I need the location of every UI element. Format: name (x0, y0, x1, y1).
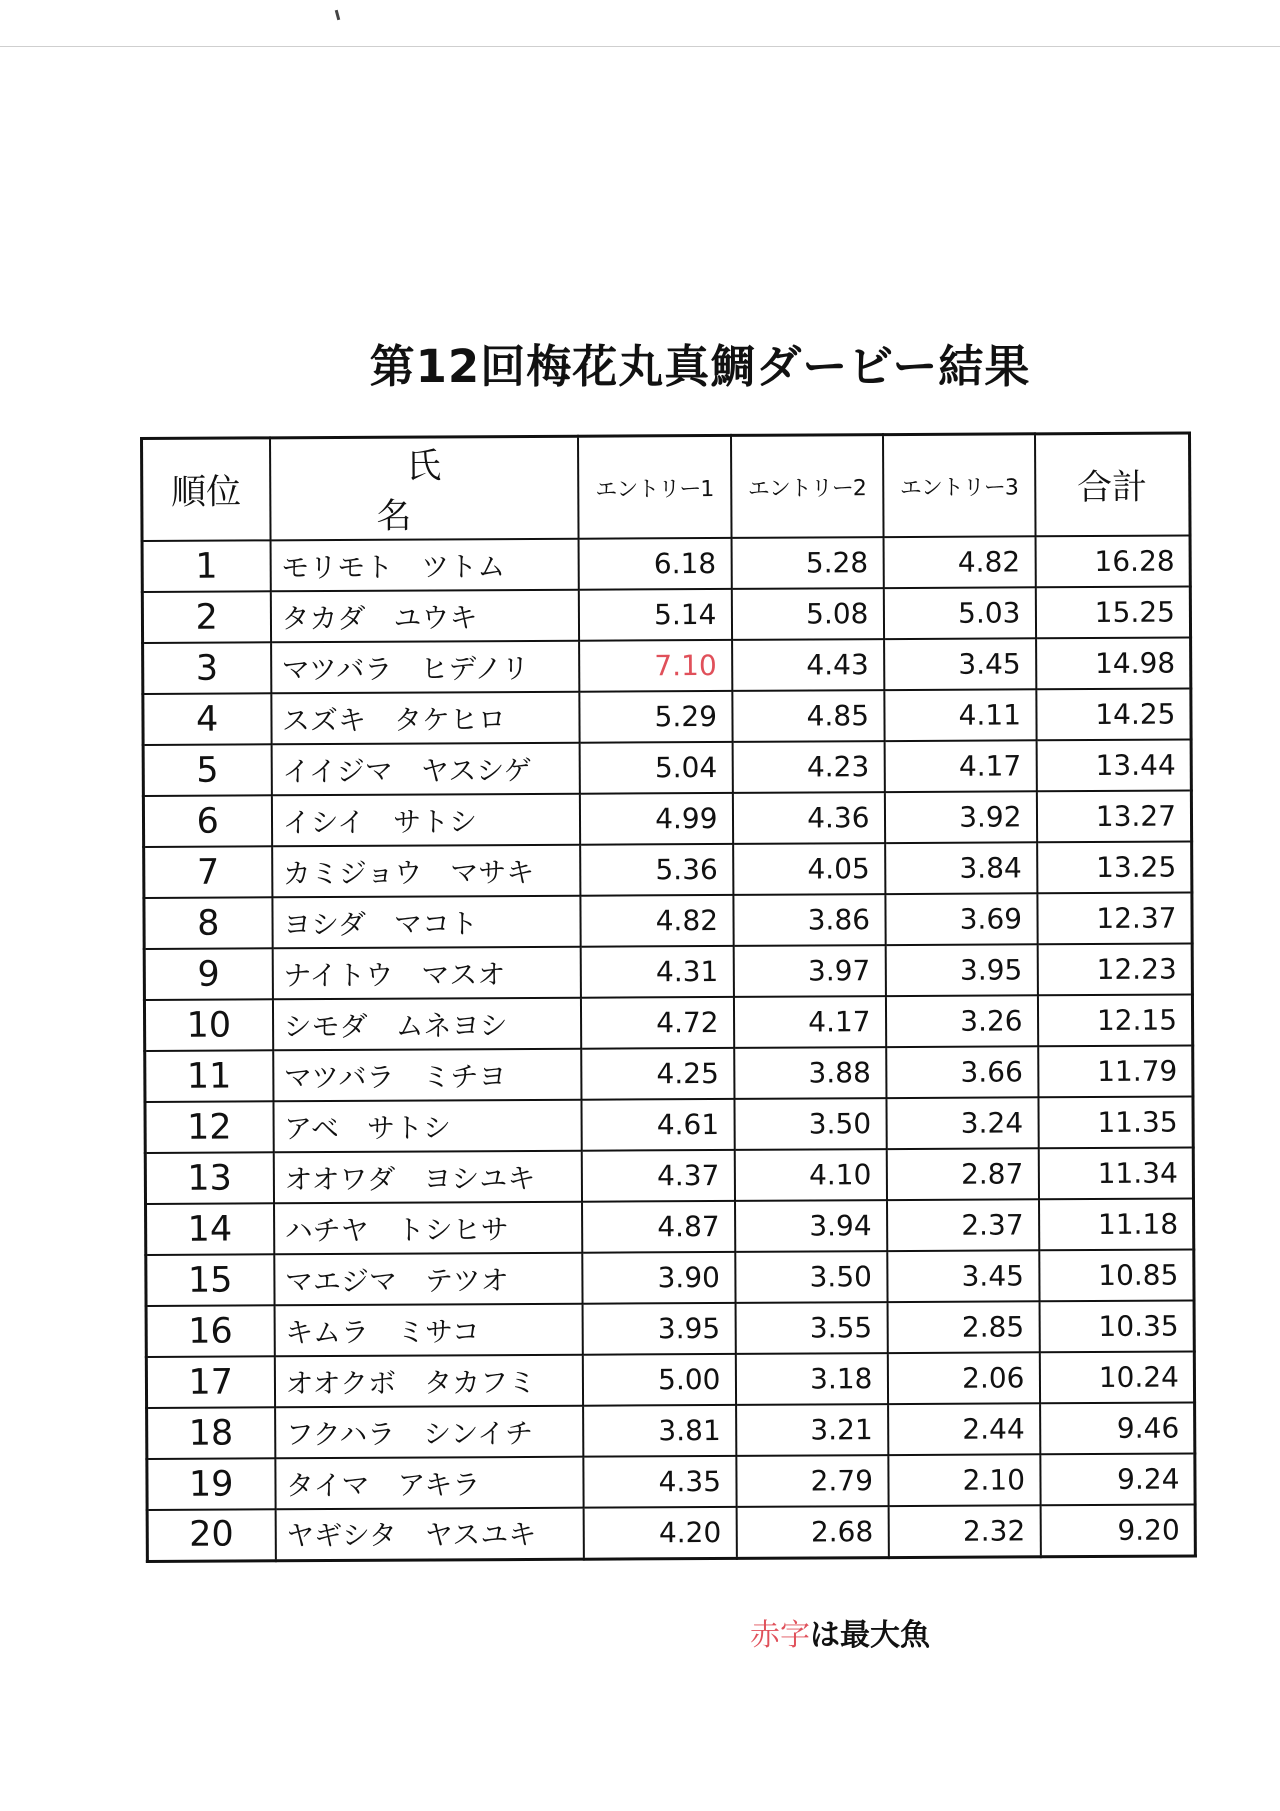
cell-total: 10.24 (1039, 1351, 1194, 1403)
cell-entry2: 2.68 (736, 1506, 888, 1558)
cell-name: イシイ サトシ (271, 794, 579, 847)
cell-rank: 20 (147, 1509, 275, 1561)
legend-note-red-text: 赤字 (750, 1618, 810, 1653)
cell-entry2: 4.43 (732, 639, 884, 691)
cell-entry1: 4.82 (580, 895, 733, 947)
cell-total: 13.44 (1036, 740, 1191, 792)
cell-entry2: 3.94 (735, 1200, 887, 1252)
cell-name: ナイトウ マスオ (272, 947, 580, 1000)
cell-entry2: 5.08 (731, 588, 883, 640)
cell-entry3: 3.66 (886, 1046, 1038, 1098)
cell-entry1: 3.95 (582, 1303, 735, 1355)
cell-entry2: 4.10 (734, 1149, 886, 1201)
cell-total: 11.35 (1038, 1096, 1193, 1148)
table-header-row (142, 433, 1191, 541)
cell-name: キムラ ミサコ (274, 1304, 582, 1357)
table-row (145, 1096, 1193, 1152)
legend-note (750, 1610, 930, 1654)
cell-name: オオワダ ヨシユキ (273, 1151, 581, 1204)
cell-entry2: 5.28 (731, 537, 883, 589)
cell-name: ヨシダ マコト (272, 896, 580, 949)
cell-entry2: 3.50 (734, 1098, 886, 1150)
table-row (146, 1351, 1194, 1407)
table-row (146, 1249, 1194, 1305)
cell-total: 15.25 (1035, 587, 1190, 639)
cell-entry1: 3.81 (583, 1405, 736, 1457)
results-table-container (140, 432, 1194, 1593)
cell-rank: 1 (142, 540, 270, 592)
cell-rank: 12 (145, 1101, 273, 1153)
legend-note-text: は最大魚 (810, 1618, 930, 1653)
table-row (144, 943, 1192, 999)
header-total: 合計 (1034, 433, 1190, 536)
cell-entry2: 3.18 (735, 1353, 887, 1405)
cell-entry3: 2.32 (888, 1505, 1040, 1557)
results-table (140, 431, 1197, 1562)
cell-name: ハチヤ トシヒサ (274, 1202, 582, 1255)
cell-entry1: 5.00 (582, 1354, 735, 1406)
cell-entry3: 2.87 (886, 1148, 1038, 1200)
table-row (147, 1504, 1195, 1560)
header-entry2: エントリー2 (730, 435, 883, 538)
cell-total: 14.25 (1036, 689, 1191, 741)
cell-entry2: 4.23 (732, 741, 884, 793)
cell-rank: 17 (146, 1356, 274, 1408)
table-row (144, 841, 1192, 897)
cell-rank: 19 (147, 1458, 275, 1510)
cell-total: 12.23 (1037, 943, 1192, 995)
cell-entry3: 2.06 (887, 1352, 1039, 1404)
cell-entry1: 4.87 (582, 1201, 735, 1253)
table-body (142, 536, 1195, 1561)
scan-speck (335, 10, 340, 20)
table-row (144, 994, 1192, 1050)
cell-entry3: 2.85 (887, 1301, 1039, 1353)
cell-entry3: 4.11 (884, 689, 1036, 741)
cell-name: マツバラ ヒデノリ (271, 641, 579, 694)
cell-entry3: 2.37 (887, 1199, 1039, 1251)
cell-name: フクハラ シンイチ (275, 1406, 583, 1459)
cell-rank: 5 (143, 744, 271, 796)
cell-entry3: 3.84 (885, 842, 1037, 894)
cell-entry1: 7.10 (579, 640, 732, 692)
cell-entry1: 4.99 (579, 793, 732, 845)
cell-name: ヤギシタ ヤスユキ (275, 1508, 583, 1561)
cell-entry1: 4.61 (581, 1099, 734, 1151)
cell-rank: 15 (146, 1254, 274, 1306)
cell-entry2: 3.86 (733, 894, 885, 946)
table-row (143, 740, 1191, 796)
cell-name: タイマ アキラ (275, 1457, 583, 1510)
cell-entry3: 3.92 (884, 791, 1036, 843)
cell-entry1: 4.37 (581, 1150, 734, 1202)
header-entry3: エントリー3 (882, 434, 1035, 537)
table-row (143, 790, 1191, 846)
cell-entry3: 3.24 (886, 1097, 1038, 1149)
cell-name: オオクボ タカフミ (274, 1355, 582, 1408)
cell-total: 13.25 (1037, 841, 1192, 893)
cell-entry2: 3.97 (733, 945, 885, 997)
cell-entry3: 3.45 (884, 638, 1036, 690)
cell-entry1: 5.14 (578, 589, 731, 641)
cell-entry1: 4.31 (580, 946, 733, 998)
cell-total: 9.24 (1040, 1453, 1195, 1505)
cell-entry2: 4.05 (733, 843, 885, 895)
cell-name: マエジマ テツオ (274, 1253, 582, 1306)
cell-name: シモダ ムネヨシ (272, 998, 580, 1051)
table-row (147, 1402, 1195, 1458)
cell-name: タカダ ユウキ (270, 590, 578, 643)
cell-entry1: 5.29 (579, 691, 732, 743)
table-row (143, 638, 1191, 694)
cell-entry3: 4.82 (883, 536, 1035, 588)
table-row (146, 1300, 1194, 1356)
cell-rank: 3 (143, 642, 271, 694)
cell-rank: 9 (144, 948, 272, 1000)
cell-entry3: 2.10 (888, 1454, 1040, 1506)
cell-rank: 18 (147, 1407, 275, 1459)
cell-entry1: 3.90 (582, 1252, 735, 1304)
cell-entry2: 3.21 (736, 1404, 888, 1456)
cell-rank: 4 (143, 693, 271, 745)
cell-entry3: 2.44 (888, 1403, 1040, 1455)
cell-total: 16.28 (1035, 536, 1190, 588)
header-name: 氏 名 (270, 436, 579, 540)
table-row (142, 587, 1190, 643)
table-row (146, 1198, 1194, 1254)
cell-total: 11.79 (1038, 1045, 1193, 1097)
cell-entry2: 4.17 (733, 996, 885, 1048)
table-row (144, 892, 1192, 948)
cell-total: 14.98 (1036, 638, 1191, 690)
cell-total: 10.35 (1039, 1300, 1194, 1352)
cell-total: 9.46 (1040, 1402, 1195, 1454)
cell-entry1: 5.36 (580, 844, 733, 896)
cell-entry2: 3.50 (735, 1251, 887, 1303)
cell-rank: 8 (144, 897, 272, 949)
cell-rank: 11 (145, 1050, 273, 1102)
cell-entry3: 3.69 (885, 893, 1037, 945)
cell-total: 12.37 (1037, 892, 1192, 944)
cell-entry1: 5.04 (579, 742, 732, 794)
cell-entry3: 3.26 (885, 995, 1037, 1047)
cell-name: スズキ タケヒロ (271, 692, 579, 745)
cell-total: 13.27 (1036, 790, 1191, 842)
header-rank: 順位 (142, 438, 271, 541)
cell-total: 11.18 (1039, 1198, 1194, 1250)
cell-name: カミジョウ マサキ (272, 845, 580, 898)
cell-entry1: 4.25 (581, 1048, 734, 1100)
cell-entry3: 3.95 (885, 944, 1037, 996)
cell-rank: 2 (142, 591, 270, 643)
cell-name: イイジマ ヤスシゲ (271, 743, 579, 796)
page-title: 第12回梅花丸真鯛ダービー結果 (369, 340, 1031, 394)
table-row (142, 536, 1190, 592)
table-row (147, 1453, 1195, 1509)
table-row (145, 1045, 1193, 1101)
cell-rank: 7 (144, 846, 272, 898)
cell-total: 11.34 (1038, 1147, 1193, 1199)
cell-total: 10.85 (1039, 1249, 1194, 1301)
cell-entry3: 3.45 (887, 1250, 1039, 1302)
cell-name: アベ サトシ (273, 1100, 581, 1153)
cell-entry2: 3.88 (734, 1047, 886, 1099)
cell-entry3: 5.03 (883, 587, 1035, 639)
cell-entry2: 4.36 (732, 792, 884, 844)
cell-entry1: 4.20 (583, 1507, 736, 1559)
cell-name: マツバラ ミチヨ (273, 1049, 581, 1102)
cell-rank: 13 (145, 1152, 273, 1204)
cell-entry2: 3.55 (735, 1302, 887, 1354)
cell-entry2: 2.79 (736, 1455, 888, 1507)
cell-rank: 16 (146, 1305, 274, 1357)
table-row (145, 1147, 1193, 1203)
cell-entry1: 4.35 (583, 1456, 736, 1508)
cell-entry1: 4.72 (580, 997, 733, 1049)
cell-rank: 6 (143, 795, 271, 847)
cell-entry2: 4.85 (732, 690, 884, 742)
cell-entry3: 4.17 (884, 740, 1036, 792)
table-row (143, 689, 1191, 745)
scan-edge-line (0, 46, 1280, 47)
cell-total: 12.15 (1037, 994, 1192, 1046)
cell-rank: 10 (144, 999, 272, 1051)
cell-name: モリモト ツトム (270, 539, 578, 592)
cell-entry1: 6.18 (578, 538, 731, 590)
header-entry1: エントリー1 (578, 435, 732, 538)
cell-total: 9.20 (1040, 1504, 1195, 1556)
cell-rank: 14 (146, 1203, 274, 1255)
